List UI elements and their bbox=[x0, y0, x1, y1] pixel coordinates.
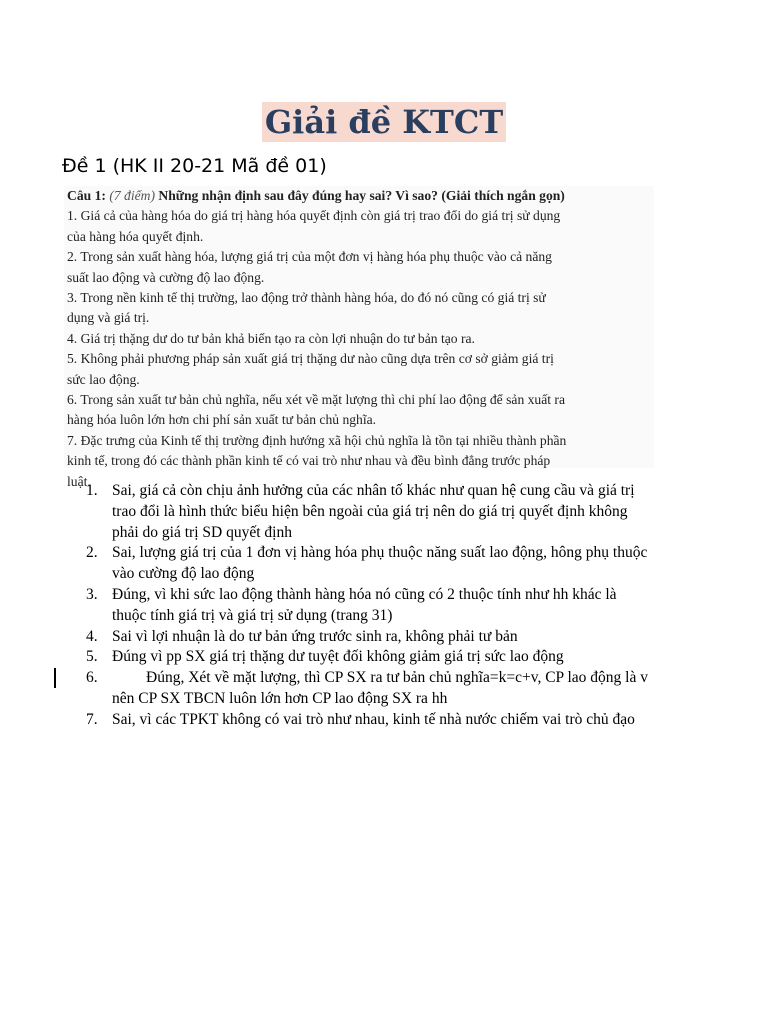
answer-number: 2. bbox=[86, 544, 98, 562]
answer-number: 4. bbox=[86, 627, 98, 645]
exam-subtitle: Đề 1 (HK II 20-21 Mã đề 01) bbox=[62, 155, 327, 177]
answer-line: phải do giá trị SD quyết định bbox=[112, 523, 292, 541]
question-line: suất lao động và cường độ lao động. bbox=[67, 269, 265, 285]
answer-item[interactable] bbox=[80, 627, 700, 648]
answer-list bbox=[80, 481, 700, 731]
answer-number: 7. bbox=[86, 710, 98, 728]
answer-item[interactable] bbox=[80, 543, 700, 585]
title-container bbox=[0, 102, 768, 142]
question-line: 1. Giá cả của hàng hóa do giá trị hàng hóa quyết định còn giá trị trao đổi do giá trị sử dụng bbox=[67, 208, 561, 224]
answer-line: Sai, lượng giá trị của 1 đơn vị hàng hóa phụ thuộc năng suất lao động, hông phụ thuộc bbox=[112, 544, 648, 562]
answer-line: thuộc tính giá trị và giá trị sử dụng (trang 31) bbox=[112, 606, 393, 624]
answer-number: 5. bbox=[86, 648, 98, 666]
question-line: 7. Đặc trưng của Kinh tế thị trường định hướng xã hội chủ nghĩa là tồn tại nhiều thành phần bbox=[67, 432, 567, 448]
question-header bbox=[64, 186, 654, 206]
question-line: hàng hóa luôn lớn hơn chi phí sản xuất tư bản chủ nghĩa. bbox=[67, 412, 377, 428]
answer-number: 1. bbox=[86, 482, 98, 499]
answer-item[interactable] bbox=[80, 481, 700, 543]
question-line: 5. Không phải phương pháp sản xuất giá trị thặng dư nào cũng dựa trên cơ sở giảm giá trị bbox=[67, 351, 554, 367]
text-cursor bbox=[54, 668, 56, 688]
answer-line: Đúng, Xét về mặt lượng, thì CP SX ra tư bản chủ nghĩa=k=c+v, CP lao động là v bbox=[146, 669, 648, 687]
question-label: Câu 1: bbox=[67, 188, 106, 203]
answer-line: Sai vì lợi nhuận là do tư bản ứng trước sinh ra, không phải tư bản bbox=[112, 627, 518, 645]
question-line: 6. Trong sản xuất tư bản chủ nghĩa, nếu xét về mặt lượng thì chi phí lao động để sản xuất ra bbox=[67, 392, 565, 408]
question-line: luật. bbox=[67, 473, 91, 489]
question-line: 3. Trong nền kinh tế thị trường, lao động trở thành hàng hóa, do đó nó cũng có giá trị sử bbox=[67, 290, 546, 306]
question-line: của hàng hóa quyết định. bbox=[67, 228, 204, 244]
question-points: (7 điểm) bbox=[109, 188, 155, 203]
question-prompt: Những nhận định sau đây đúng hay sai? Vì sao? (Giải thích ngắn gọn) bbox=[158, 188, 565, 203]
answer-line: Đúng, vì khi sức lao động thành hàng hóa nó cũng có 2 thuộc tính như hh khác là bbox=[112, 585, 617, 603]
answer-line: Đúng vì pp SX giá trị thặng dư tuyệt đối không giảm giá trị sức lao động bbox=[112, 648, 564, 666]
answer-line: vào cường độ lao động bbox=[112, 565, 255, 583]
document-title: Giải đề KTCT bbox=[262, 102, 506, 142]
answer-number: 3. bbox=[86, 585, 98, 603]
question-line: 4. Giá trị thặng dư do tư bản khả biến tạo ra còn lợi nhuận do tư bản tạo ra. bbox=[67, 330, 475, 346]
answer-item[interactable] bbox=[80, 647, 700, 668]
answer-item[interactable] bbox=[80, 710, 700, 731]
answer-line: nên CP SX TBCN luôn lớn hơn CP lao động SX ra hh bbox=[112, 689, 448, 707]
question-line: kinh tế, trong đó các thành phần kinh tế có vai trò như nhau và đều bình đẳng trước pháp bbox=[67, 453, 551, 469]
answer-item[interactable] bbox=[80, 585, 700, 627]
answer-line: Sai, giá cả còn chịu ảnh hưởng của các nhân tố khác như quan hệ cung cầu và giá trị bbox=[112, 482, 635, 499]
answer-line: Sai, vì các TPKT không có vai trò như nhau, kinh tế nhà nước chiếm vai trò chủ đạo bbox=[112, 710, 635, 728]
question-line: dụng và giá trị. bbox=[67, 310, 150, 326]
question-line: 2. Trong sản xuất hàng hóa, lượng giá trị của một đơn vị hàng hóa phụ thuộc vào cả năng bbox=[67, 249, 552, 265]
answer-number: 6. bbox=[86, 669, 98, 687]
question-line: sức lao động. bbox=[67, 371, 140, 387]
scanned-question-image bbox=[64, 186, 654, 489]
answer-line: trao đổi là hình thức biểu hiện bên ngoài của giá trị nên do giá trị quyết định không bbox=[112, 502, 628, 520]
answer-item[interactable] bbox=[80, 668, 700, 710]
